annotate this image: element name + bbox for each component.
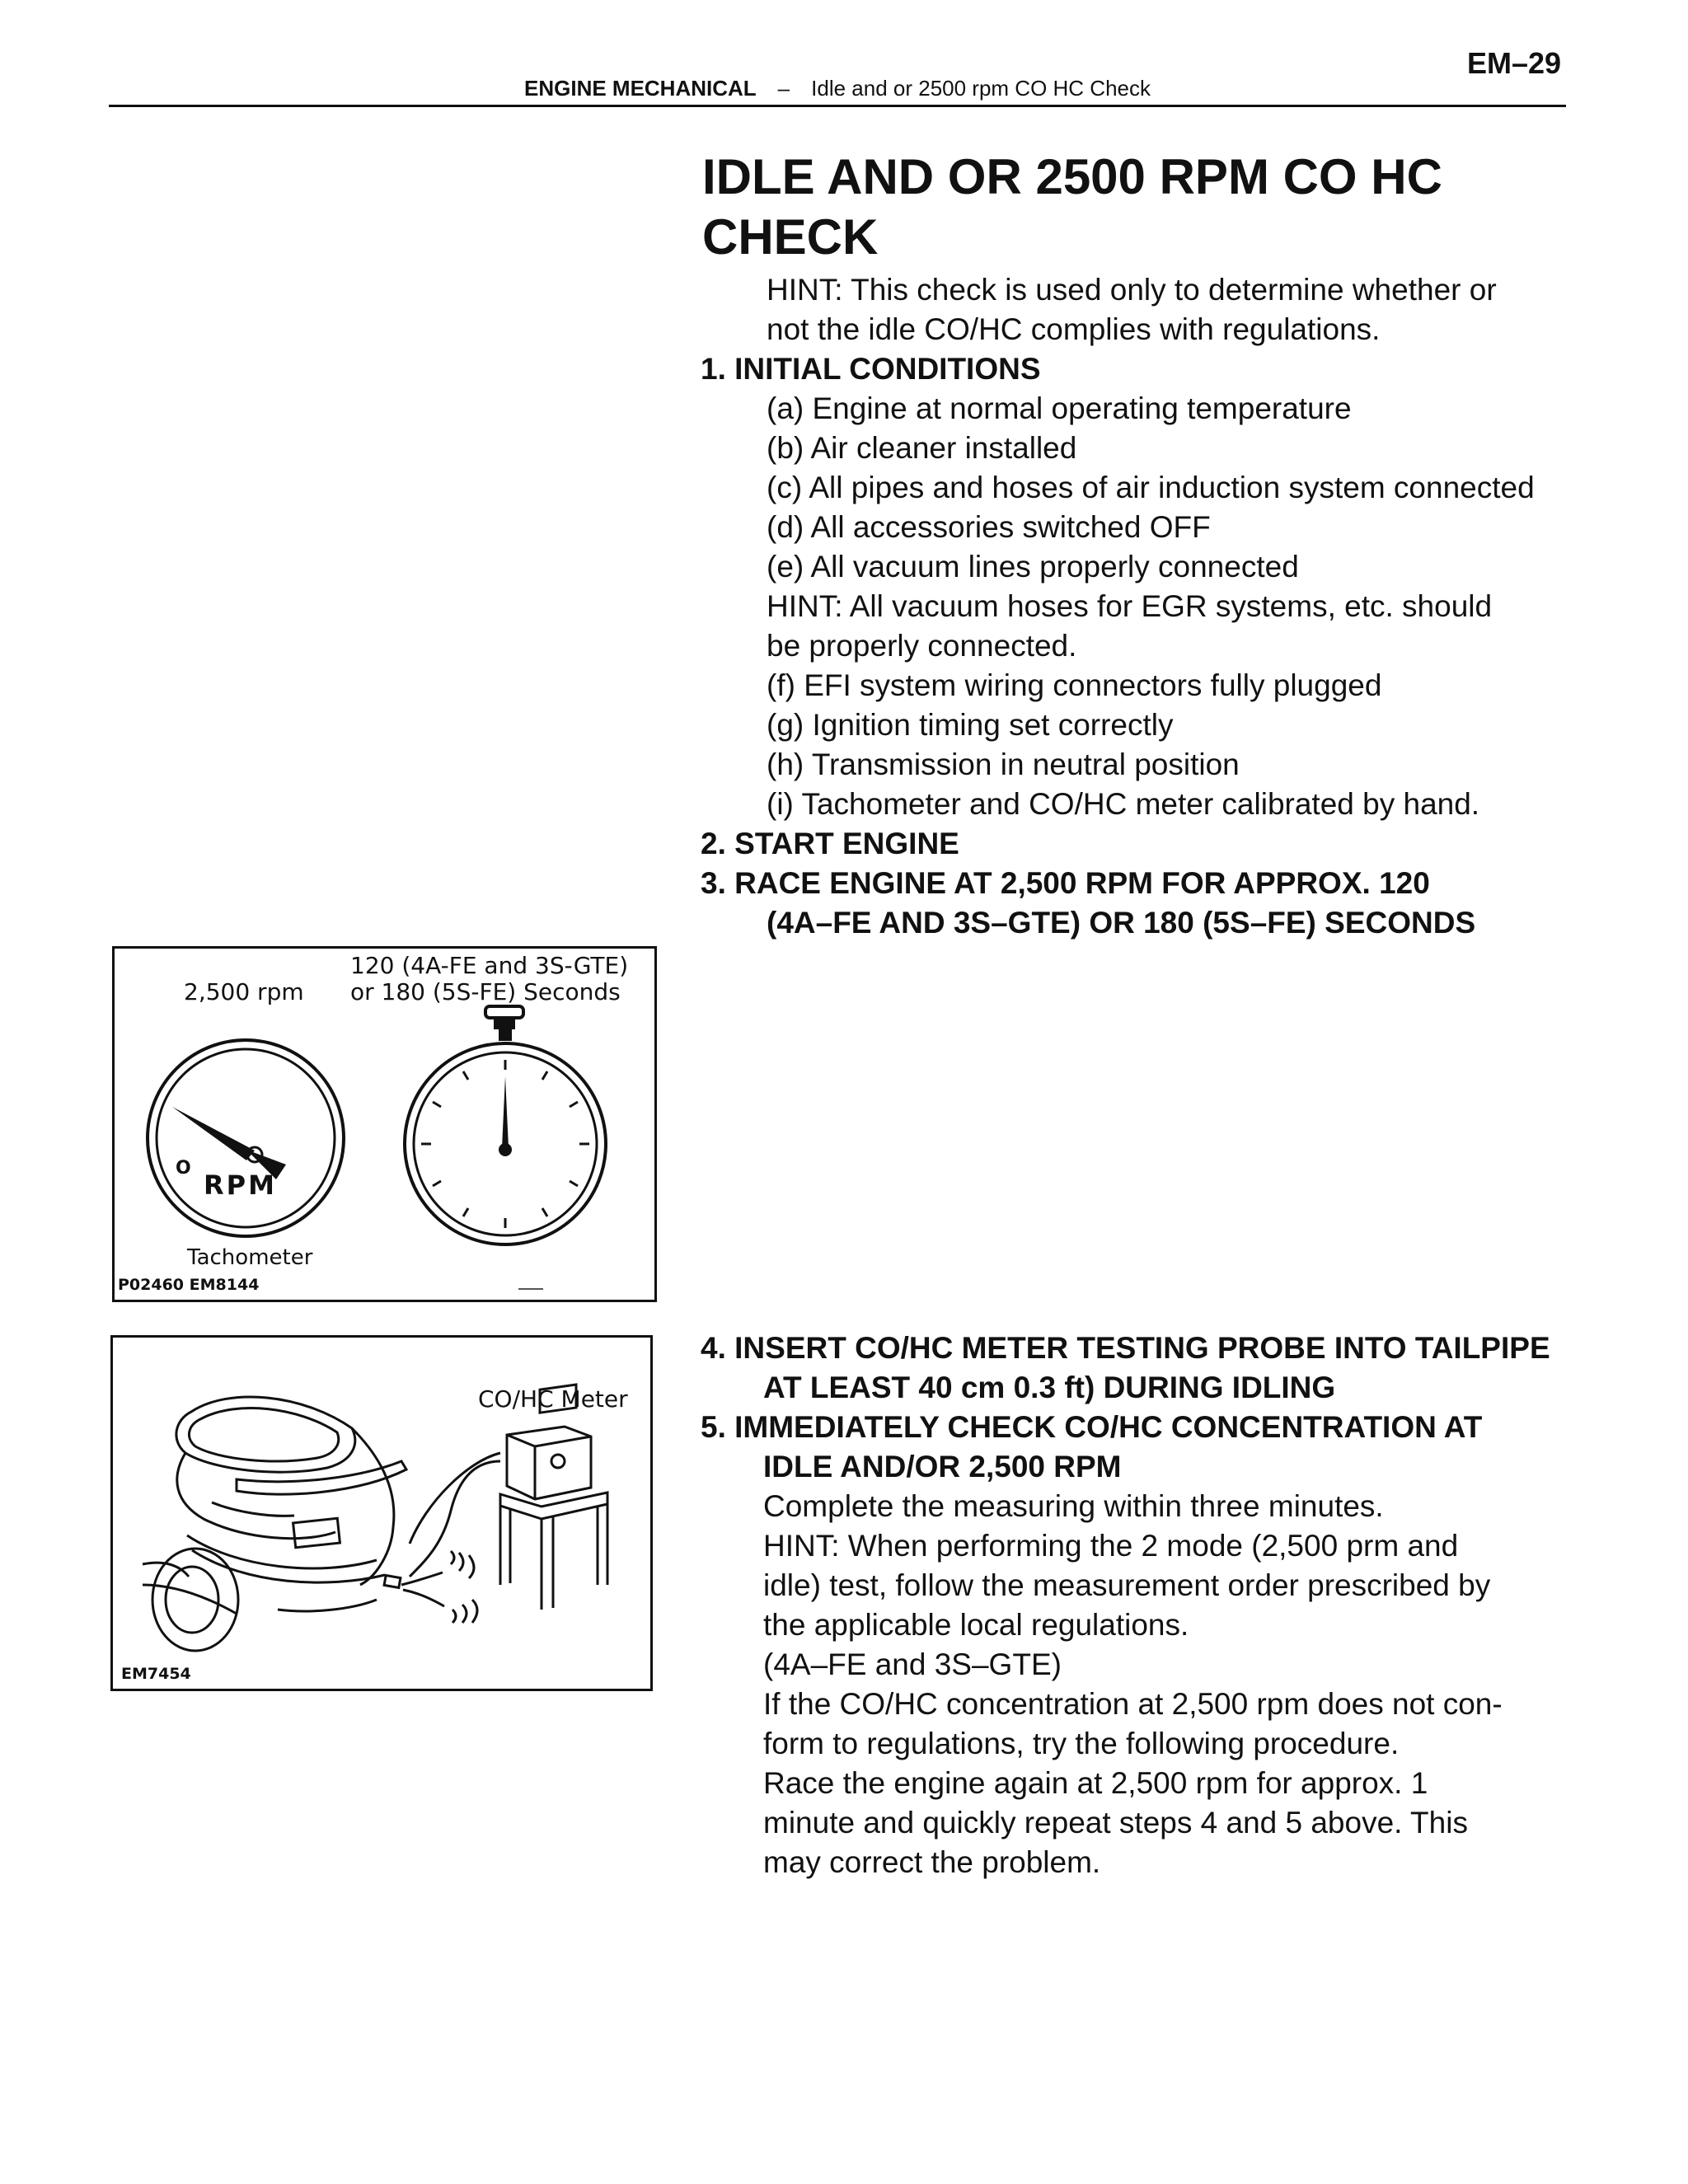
step-1-hint-line-1: HINT: All vacuum hoses for EGR systems, etc. should	[767, 589, 1493, 623]
step-5-line-9: minute and quickly repeat steps 4 and 5 above. This	[763, 1806, 1468, 1840]
step-1-hint-line-2: be properly connected.	[767, 629, 1077, 663]
step-1-item-c: (c) All pipes and hoses of air induction system connected	[767, 471, 1535, 504]
figure-1-code: P02460 EM8144	[118, 1276, 260, 1294]
step-3-heading-line-2: (4A–FE AND 3S–GTE) OR 180 (5S–FE) SECONDS	[767, 906, 1476, 940]
step-1-item-f: (f) EFI system wiring connectors fully plugged	[767, 668, 1382, 702]
step-1-item-d: (d) All accessories switched OFF	[767, 510, 1211, 544]
step-1-item-a: (a) Engine at normal operating temperature	[767, 391, 1352, 425]
time-label-line-2: or 180 (5S-FE) Seconds	[350, 978, 621, 1005]
step-1-item-i: (i) Tachometer and CO/HC meter calibrated by hand.	[767, 787, 1480, 821]
time-label-line-1: 120 (4A-FE and 3S-GTE)	[350, 952, 629, 979]
step-5-line-10: may correct the problem.	[763, 1845, 1101, 1879]
title-line-1: IDLE AND OR 2500 RPM CO HC	[702, 149, 1442, 204]
figure-2-code: EM7454	[121, 1665, 191, 1683]
cohc-meter-label: CO/HC Meter	[478, 1385, 628, 1413]
step-2-heading: 2. START ENGINE	[701, 827, 959, 860]
page-number: EM–29	[1467, 46, 1562, 80]
header-subsection: Idle and or 2500 rpm CO HC Check	[811, 76, 1151, 101]
header-rule	[109, 105, 1566, 107]
step-5-line-7: form to regulations, try the following procedure.	[763, 1727, 1400, 1760]
header-section: ENGINE MECHANICAL	[524, 76, 757, 101]
step-4-heading-line-1: 4. INSERT CO/HC METER TESTING PROBE INTO TAILPIPE	[701, 1331, 1550, 1365]
step-5-line-5: (4A–FE and 3S–GTE)	[763, 1647, 1062, 1681]
step-1-item-b: (b) Air cleaner installed	[767, 431, 1077, 465]
header-separator: –	[777, 76, 790, 101]
step-5-line-3: idle) test, follow the measurement order prescribed by	[763, 1568, 1491, 1602]
running-header	[109, 76, 1566, 101]
figure-tachometer-stopwatch	[112, 946, 657, 1302]
tachometer-gauge-icon	[148, 1040, 344, 1236]
step-5-line-1: Complete the measuring within three minutes.	[763, 1489, 1384, 1523]
step-1-item-h: (h) Transmission in neutral position	[767, 748, 1240, 781]
page-title	[702, 147, 1559, 267]
gauge-rpm-text: RPM	[204, 1169, 277, 1201]
figure-cohc-meter	[110, 1335, 653, 1691]
step-5-line-6: If the CO/HC concentration at 2,500 rpm does not con-	[763, 1687, 1503, 1721]
gauge-zero-mark: O	[176, 1158, 191, 1179]
title-line-2: CHECK	[702, 209, 879, 265]
step-5-heading-line-2: IDLE AND/OR 2,500 RPM	[763, 1450, 1122, 1483]
step-1-item-g: (g) Ignition timing set correctly	[767, 708, 1174, 742]
step-3-heading-line-1: 3. RACE ENGINE AT 2,500 RPM FOR APPROX. 120	[701, 866, 1430, 900]
step-5-line-8: Race the engine again at 2,500 rpm for approx. 1	[763, 1766, 1428, 1800]
exhaust-fumes-icon	[384, 1453, 500, 1623]
step-5-heading-line-1: 5. IMMEDIATELY CHECK CO/HC CONCENTRATION AT	[701, 1410, 1483, 1444]
step-5-line-2: HINT: When performing the 2 mode (2,500 prm and	[763, 1529, 1459, 1563]
intro-hint-line-1: HINT: This check is used only to determine whether or	[767, 273, 1497, 307]
intro-hint-line-2: not the idle CO/HC complies with regulations.	[767, 312, 1381, 346]
car-rear-icon	[143, 1397, 406, 1651]
step-1-item-e: (e) All vacuum lines properly connected	[767, 550, 1299, 583]
step-4-heading-line-2: AT LEAST 40 cm 0.3 ft) DURING IDLING	[763, 1371, 1336, 1404]
step-5-line-4: the applicable local regulations.	[763, 1608, 1189, 1642]
step-1-heading: 1. INITIAL CONDITIONS	[701, 352, 1041, 386]
stopwatch-icon	[405, 1006, 606, 1244]
tachometer-label: Tachometer	[187, 1245, 313, 1270]
rpm-value-label: 2,500 rpm	[184, 978, 304, 1005]
